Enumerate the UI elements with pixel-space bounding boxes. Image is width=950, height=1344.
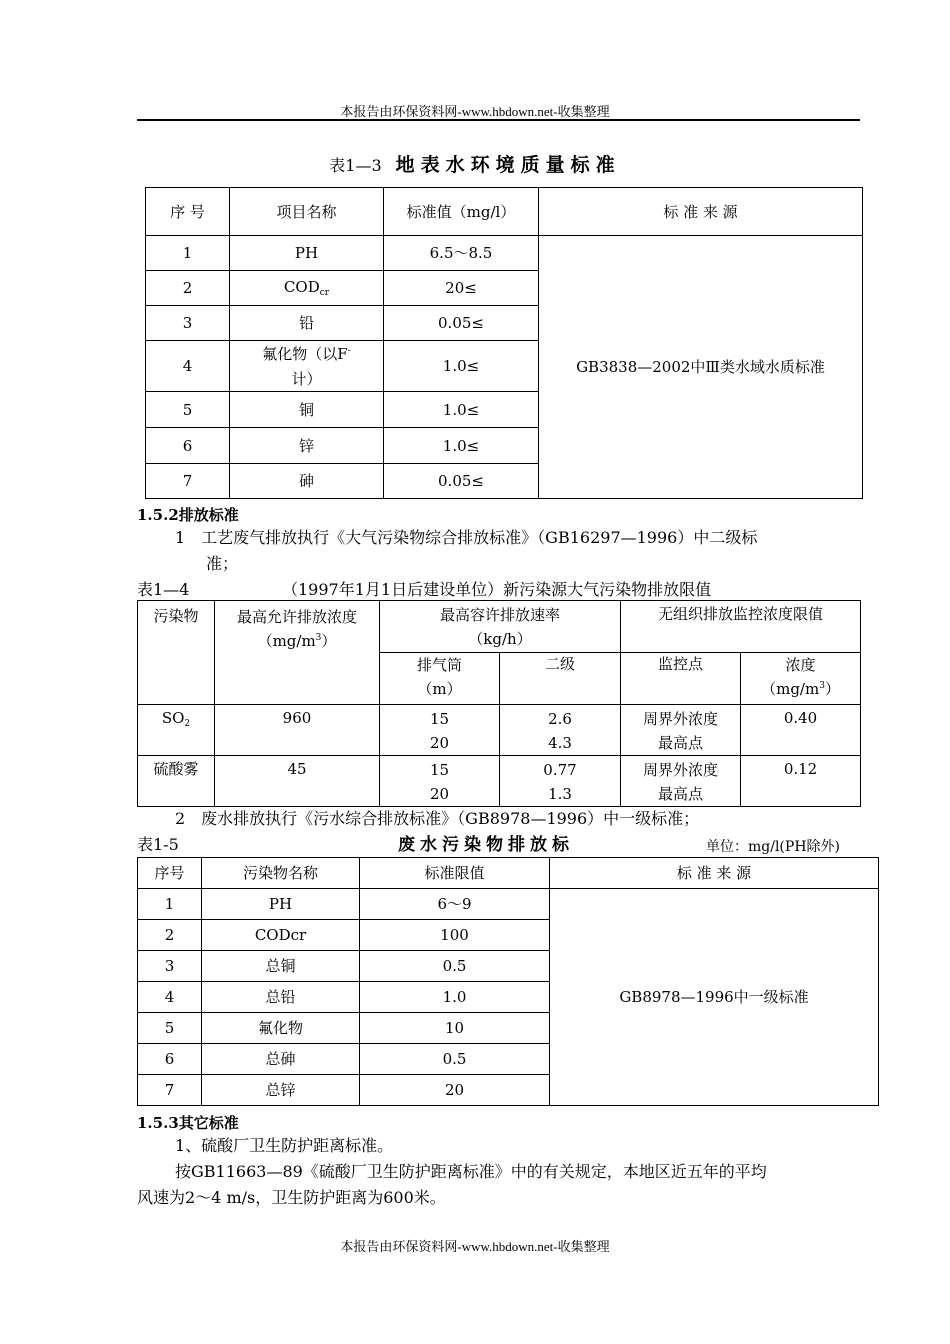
- cell-density: 0.12: [741, 756, 861, 807]
- cell-pollutant: [138, 756, 215, 807]
- table2: [137, 600, 861, 807]
- section-heading-152: 1.5.2排放标准: [137, 506, 239, 524]
- cell-value: 0.05≤: [384, 306, 539, 341]
- table2-header-conc-text: 最高允许排放浓度: [236, 608, 357, 626]
- cell-pollutant-text: 硫酸雾: [153, 760, 199, 778]
- cell-pollutant-subscript: 2: [184, 719, 191, 729]
- cell-limit: 0.5: [360, 951, 550, 982]
- table1-header-value: 标准值（mg/l）: [384, 188, 539, 236]
- table3: [137, 857, 879, 1106]
- table2-header-pollutant: 污染物: [138, 601, 215, 705]
- cell-no: 3: [146, 306, 230, 341]
- cell-no: 6: [146, 428, 230, 464]
- table-row: [138, 705, 861, 756]
- section153-item1: 1、硫酸厂卫生防护距离标准。: [175, 1136, 394, 1155]
- cell-value: 1.0≤: [384, 341, 539, 392]
- cell-item-superscript: -: [347, 345, 351, 356]
- cell-conc: 45: [215, 756, 380, 807]
- cell-no: 3: [138, 951, 202, 982]
- table2-header-stack: [380, 653, 500, 705]
- table2-header-stack-unit: （m）: [417, 680, 462, 698]
- cell-value: 6.5～8.5: [384, 236, 539, 271]
- cell-value: 1.0≤: [384, 392, 539, 428]
- table2-header-density-text: 浓度: [785, 656, 816, 674]
- cell-pollutant-text: SO: [161, 709, 185, 727]
- cell-rate: [500, 705, 621, 756]
- table3-title: 废水污染物排放标: [398, 835, 574, 855]
- page-header: 本报告由环保资料网-www.hbdown.net-收集整理: [340, 104, 610, 119]
- cell-limit: 10: [360, 1013, 550, 1044]
- table3-source-cell: GB8978—1996中一级标准: [550, 889, 879, 1106]
- cell-name: 总锌: [202, 1075, 360, 1106]
- cell-no: 5: [146, 392, 230, 428]
- cell-stack-2: 20: [429, 734, 450, 752]
- table3-header-source: 标 准 来 源: [550, 858, 879, 889]
- table3-unit: 单位：mg/l(PH除外): [706, 839, 840, 855]
- cell-name: 总砷: [202, 1044, 360, 1075]
- section152-item1-line1: 1 工艺废气排放执行《大气污染物综合排放标准》（GB16297—1996）中二级标: [175, 528, 758, 547]
- table3-header-limit: 标准限值: [360, 858, 550, 889]
- table2-header-stack-text: 排气筒: [416, 656, 462, 674]
- cell-no: 4: [146, 341, 230, 392]
- cell-stack-1: 15: [429, 761, 450, 779]
- cell-item-subscript: cr: [319, 287, 330, 298]
- table3-label: 表1-5: [137, 835, 179, 854]
- section-heading-153: 1.5.3其它标准: [137, 1114, 239, 1132]
- table2-header-level2: 二级: [500, 653, 621, 705]
- table3-header-name: 污染物名称: [202, 858, 360, 889]
- cell-rate-1: 2.6: [548, 710, 572, 728]
- cell-item-text: 氟化物（以F: [262, 344, 348, 363]
- table2-header-density-unit-end: ）: [824, 680, 840, 698]
- item2-text: 2 废水排放执行《污水综合排放标准》（GB8978—1996）中一级标准；: [175, 809, 700, 828]
- header-rule: [137, 119, 860, 121]
- table1-header-source: 标 准 来 源: [539, 188, 863, 236]
- table2-header-rate-text: 最高容许排放速率: [440, 606, 561, 624]
- cell-stack: [380, 756, 500, 807]
- table2-header-conc: [215, 601, 380, 705]
- cell-no: 4: [138, 982, 202, 1013]
- cell-rate: [500, 756, 621, 807]
- cell-stack-1: 15: [429, 710, 450, 728]
- table2-header-unorganized: 无组织排放监控浓度限值: [621, 601, 861, 653]
- cell-no: 2: [146, 271, 230, 306]
- cell-point-2: 最高点: [658, 785, 704, 803]
- cell-point: [621, 756, 741, 807]
- cell-item: [230, 341, 384, 392]
- cell-name: CODcr: [202, 920, 360, 951]
- cell-name: 总铜: [202, 951, 360, 982]
- cell-item: 铜: [230, 392, 384, 428]
- cell-item: 铅: [230, 306, 384, 341]
- cell-item: 锌: [230, 428, 384, 464]
- table-row: [146, 236, 863, 271]
- cell-point: [621, 705, 741, 756]
- table-row: [138, 756, 861, 807]
- cell-item-line2: 计）: [291, 369, 322, 388]
- table1-header-item: 项目名称: [230, 188, 384, 236]
- table-row: [138, 889, 879, 920]
- cell-item-text: COD: [283, 277, 320, 296]
- table2-header-density-unit-sup: 3: [819, 681, 825, 691]
- table1-label: 表1—3: [329, 156, 382, 175]
- table2-header-rate-unit: （kg/h）: [468, 630, 532, 648]
- table1-header-no: 序 号: [146, 188, 230, 236]
- section153-para-line1: 按GB11663—89《硫酸厂卫生防护距离标准》中的有关规定，本地区近五年的平均: [175, 1162, 767, 1181]
- cell-item: [230, 271, 384, 306]
- table2-header-conc-unit: （mg/m: [257, 632, 316, 650]
- cell-name: 总铅: [202, 982, 360, 1013]
- cell-no: 2: [138, 920, 202, 951]
- cell-conc: 960: [215, 705, 380, 756]
- cell-no: 5: [138, 1013, 202, 1044]
- cell-limit: 20: [360, 1075, 550, 1106]
- cell-rate-2: 4.3: [548, 734, 572, 752]
- table1: [145, 187, 863, 499]
- table2-header-density-unit: （mg/m: [761, 680, 820, 698]
- cell-no: 1: [138, 889, 202, 920]
- cell-stack: [380, 705, 500, 756]
- cell-no: 7: [146, 464, 230, 499]
- cell-value: 0.05≤: [384, 464, 539, 499]
- cell-no: 6: [138, 1044, 202, 1075]
- cell-density: 0.40: [741, 705, 861, 756]
- cell-point-1: 周界外浓度: [643, 710, 719, 728]
- cell-item: PH: [230, 236, 384, 271]
- cell-limit: 6～9: [360, 889, 550, 920]
- cell-limit: 100: [360, 920, 550, 951]
- table3-header-no: 序号: [138, 858, 202, 889]
- table2-header-conc-unit-sup: 3: [315, 633, 322, 643]
- table1-source-cell: GB3838—2002中Ⅲ类水域水质标准: [539, 236, 863, 499]
- table1-title: 地表水环境质量标准: [395, 154, 621, 176]
- cell-rate-1: 0.77: [543, 761, 577, 779]
- cell-value: 20≤: [384, 271, 539, 306]
- cell-point-1: 周界外浓度: [643, 761, 719, 779]
- cell-name: PH: [202, 889, 360, 920]
- table2-header-rate: [380, 601, 621, 653]
- cell-point-2: 最高点: [658, 734, 704, 752]
- table1-caption: [0, 150, 950, 177]
- table2-title: （1997年1月1日后建设单位）新污染源大气污染物排放限值: [282, 580, 712, 599]
- cell-no: 1: [146, 236, 230, 271]
- cell-pollutant: [138, 705, 215, 756]
- page-footer: 本报告由环保资料网-www.hbdown.net-收集整理: [340, 1239, 610, 1254]
- cell-no: 7: [138, 1075, 202, 1106]
- cell-stack-2: 20: [429, 785, 450, 803]
- table2-header-conc-unit-end: ）: [321, 632, 337, 650]
- table2-header-point: 监控点: [621, 653, 741, 705]
- cell-limit: 0.5: [360, 1044, 550, 1075]
- table2-label: 表1—4: [137, 580, 190, 599]
- cell-name: 氟化物: [202, 1013, 360, 1044]
- cell-limit: 1.0: [360, 982, 550, 1013]
- cell-value: 1.0≤: [384, 428, 539, 464]
- section152-item1-line2: 准；: [206, 554, 239, 573]
- cell-item: 砷: [230, 464, 384, 499]
- cell-rate-2: 1.3: [548, 785, 572, 803]
- table2-header-density: [741, 653, 861, 705]
- section153-para-line2: 风速为2～4 m/s，卫生防护距离为600米。: [137, 1188, 446, 1207]
